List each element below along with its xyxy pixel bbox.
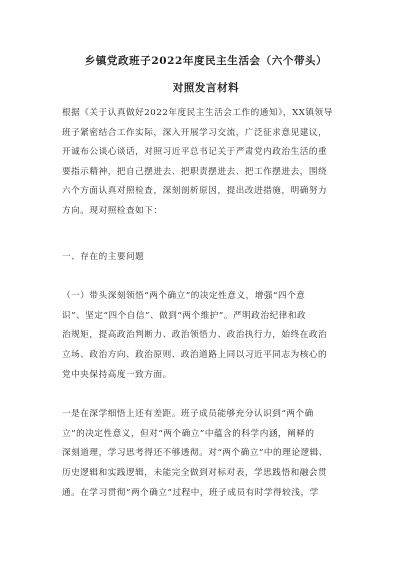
- intro-line: 根据《关于认真做好2022年度民主生活会工作的通知》，XX镇领导: [62, 108, 333, 118]
- section-heading: 一、存在的主要问题: [62, 251, 145, 262]
- title-line-2: 对照发言材料: [172, 82, 240, 94]
- intro-line: 六个方面认真对照检查，深刻剖析原因，提出改进措施，明确努力: [62, 186, 328, 197]
- body-line: 历史逻辑和实践逻辑，未能完全做到对标对表，学思践悟和融会贯: [62, 467, 328, 478]
- body-line: 一是在深学细悟上还有差距。班子成员能够充分认识到“两个确: [62, 409, 314, 420]
- subsection-paragraph: [62, 287, 350, 385]
- intro-paragraph: [62, 104, 350, 222]
- body-line: 深刻道理，学习思考得还不够透彻。对“两个确立”中的理论逻辑、: [62, 448, 328, 459]
- subsection-line: （一）带头深刻领悟“两个确立”的决定性意义，增强“四个意: [62, 291, 306, 302]
- body-line: 立”的决定性意义，但对“两个确立”中蕴含的科学内涵，阐释的: [62, 428, 315, 439]
- intro-line: 要指示精神，把自己摆进去、把职责摆进去、把工作摆进去，围绕: [62, 166, 328, 177]
- intro-line: 班子紧密结合工作实际，深入开展学习交流，广泛征求意见建议，: [62, 127, 328, 138]
- body-paragraph: [62, 405, 350, 503]
- subsection-line: 治规矩，提高政治判断力、政治领悟力、政治执行力，始终在政治: [62, 330, 328, 341]
- subsection-line: 立场、政治方向、政治原则、政治道路上同以习近平同志为核心的: [62, 349, 328, 360]
- subsection-line: 党中央保持高度一致方面。: [62, 369, 172, 380]
- intro-line: 方向。现对照检查如下：: [62, 205, 163, 216]
- title-line-1: 乡镇党政班子2022年度民主生活会（六个带头）: [84, 55, 328, 67]
- subsection-line: 识”、坚定“四个自信”、做到“两个维护”。严明政治纪律和政: [62, 310, 307, 321]
- intro-line: 开诚布公谈心谈话，对照习近平总书记关于严肃党内政治生活的重: [62, 147, 328, 158]
- body-line: 通。在学习贯彻“两个确立”过程中，班子成员有时学得较浅，学: [62, 487, 319, 498]
- document-title: [62, 48, 350, 102]
